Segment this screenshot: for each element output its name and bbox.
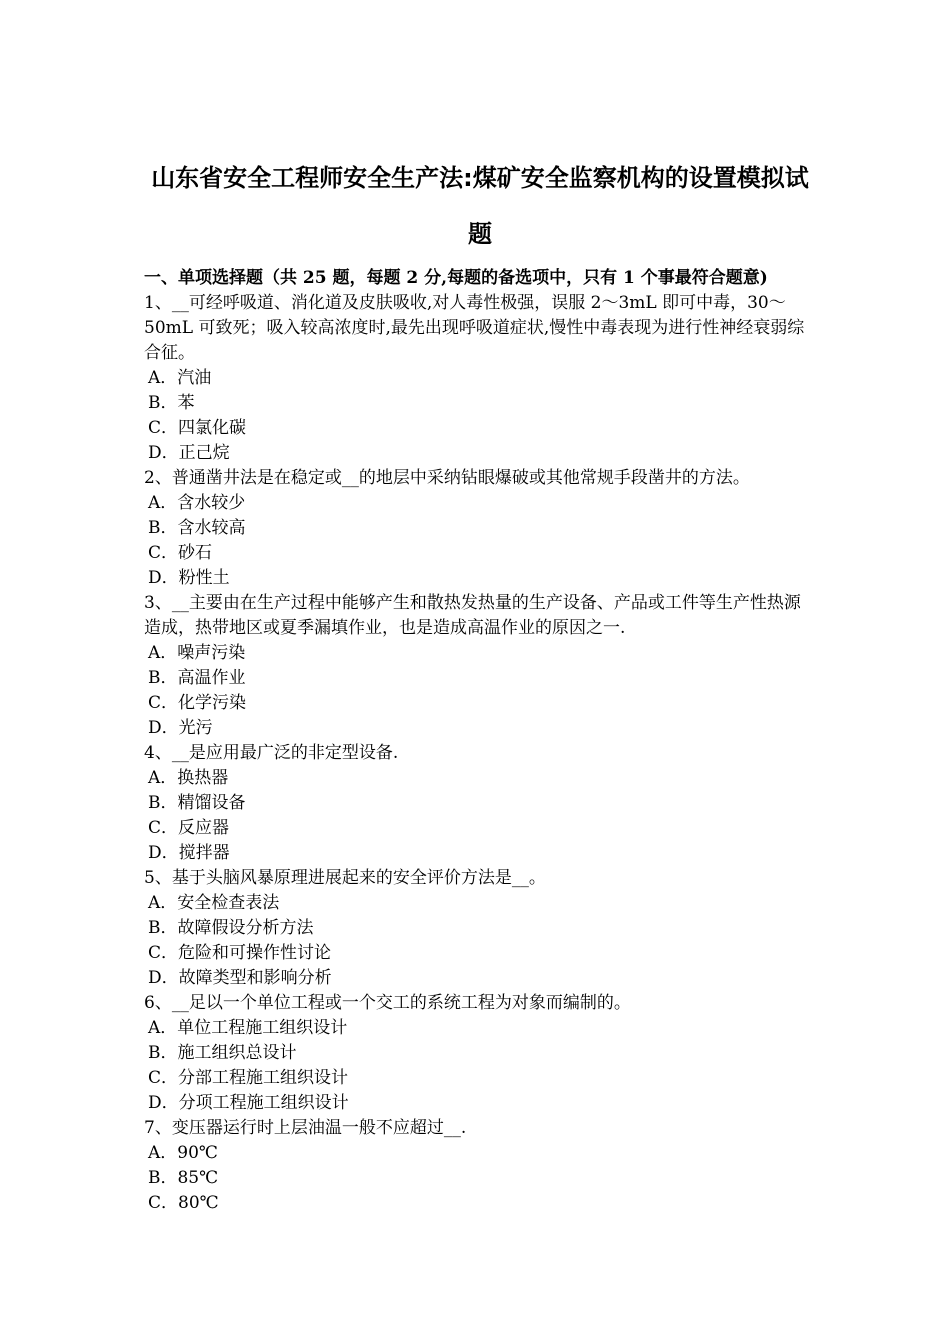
question-stem: 7、变压器运行时上层油温一般不应超过__.	[144, 1118, 467, 1138]
option-a: A．安全检查表法	[148, 893, 280, 913]
option-c: C．危险和可操作性讨论	[148, 943, 332, 963]
option-d: D．分项工程施工组织设计	[148, 1093, 349, 1113]
question-1	[144, 291, 816, 466]
option-a: A．汽油	[148, 368, 212, 388]
option-b: B．施工组织总设计	[148, 1043, 297, 1063]
option-c: C．反应器	[148, 818, 230, 838]
option-c: C．化学污染	[148, 693, 247, 713]
question-2	[144, 466, 816, 591]
option-b: B．85℃	[148, 1168, 219, 1188]
question-stem: 2、普通凿井法是在稳定或__的地层中采纳钻眼爆破或其他常规手段凿井的方法。	[144, 468, 750, 488]
option-c: C．分部工程施工组织设计	[148, 1068, 349, 1088]
document-title: 山东省安全工程师安全生产法:煤矿安全监察机构的设置模拟试题	[151, 164, 809, 248]
option-d: D．搅拌器	[148, 843, 230, 863]
option-d: D．正己烷	[148, 443, 230, 463]
option-a: A．单位工程施工组织设计	[148, 1018, 348, 1038]
question-stem: 4、__是应用最广泛的非定型设备.	[144, 743, 399, 763]
option-a: A．换热器	[148, 768, 229, 788]
option-a: A．含水较少	[148, 493, 246, 513]
section-heading: 一、单项选择题（共 25 题，每题 2 分,每题的备选项中，只有 1 个事最符合题意)	[144, 268, 768, 288]
question-3	[144, 591, 816, 741]
document-page	[144, 150, 816, 1216]
question-6	[144, 991, 816, 1116]
question-stem: 5、基于头脑风暴原理进展起来的安全评价方法是__。	[144, 868, 546, 888]
option-d: D．光污	[148, 718, 213, 738]
option-a: A．90℃	[148, 1143, 218, 1163]
question-7	[144, 1116, 816, 1216]
option-d: D．粉性土	[148, 568, 230, 588]
question-stem: 3、__主要由在生产过程中能够产生和散热发热量的生产设备、产品或工件等生产性热源造成，热带地区或夏季漏填作业，也是造成高温作业的原因之一.	[144, 593, 801, 638]
option-b: B．高温作业	[148, 668, 246, 688]
question-stem: 6、__足以一个单位工程或一个交工的系统工程为对象而编制的。	[144, 993, 631, 1013]
question-stem: 1、__可经呼吸道、消化道及皮肤吸收,对人毒性极强，误服 2～3mL 即可中毒，30～ 50mL 可致死；吸入较高浓度时,最先出现呼吸道症状,慢性中毒表现为进行性神经衰弱综合征。	[144, 293, 805, 363]
option-b: B．精馏设备	[148, 793, 246, 813]
option-c: C．80℃	[148, 1193, 219, 1213]
question-5	[144, 866, 816, 991]
option-b: B．含水较高	[148, 518, 246, 538]
option-d: D．故障类型和影响分析	[148, 968, 332, 988]
option-b: B．苯	[148, 393, 195, 413]
option-c: C．砂石	[148, 543, 213, 563]
option-b: B．故障假设分析方法	[148, 918, 314, 938]
option-a: A．噪声污染	[148, 643, 246, 663]
question-4	[144, 741, 816, 866]
option-c: C．四氯化碳	[148, 418, 247, 438]
